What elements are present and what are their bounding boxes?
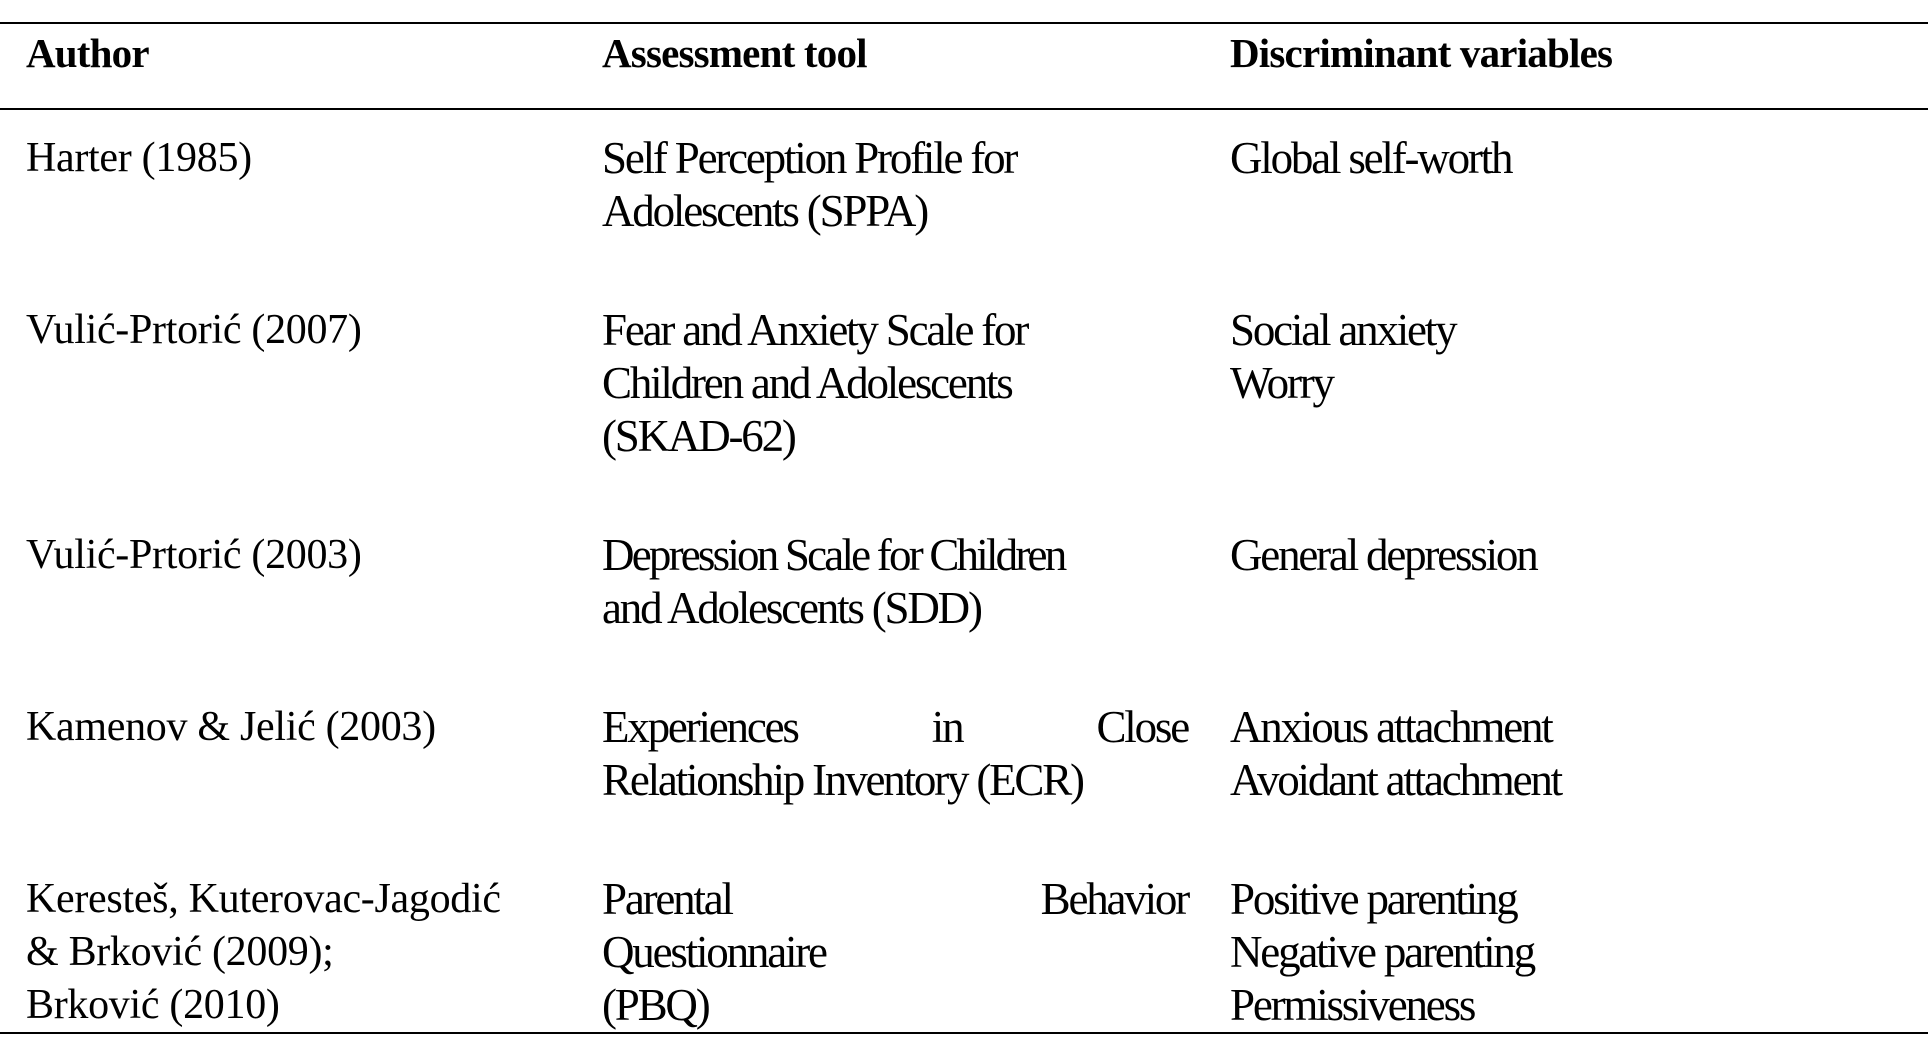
tool-line: Depression Scale for Children xyxy=(602,530,1065,580)
author-line: Brković (2010) xyxy=(26,982,280,1028)
cell-tool xyxy=(600,861,1230,1033)
cell-author xyxy=(0,689,600,861)
variable-line: Social anxiety xyxy=(1230,305,1456,355)
tool-word: Experiences xyxy=(602,702,798,752)
author-line: Keresteš, Kuterovac-Jagodić xyxy=(26,876,501,922)
author-line: Harter (1985) xyxy=(26,135,252,181)
cell-tool xyxy=(600,517,1230,689)
tool-word: Parental xyxy=(602,874,732,924)
cell-variables xyxy=(1230,517,1928,689)
tool-line: (SKAD-62) xyxy=(602,411,795,461)
table-row xyxy=(0,517,1928,689)
tool-line: Relationship Inventory (ECR) xyxy=(602,755,1083,805)
header-row xyxy=(0,23,1928,109)
variable-line: Anxious attachment xyxy=(1230,702,1552,752)
tool-word: Close xyxy=(1096,702,1188,752)
variable-line: Permissiveness xyxy=(1230,980,1475,1030)
header-assessment-tool: Assessment tool xyxy=(602,30,867,76)
tool-line: and Adolescents (SDD) xyxy=(602,583,981,633)
variable-line: Avoidant attachment xyxy=(1230,755,1561,805)
cell-author xyxy=(0,517,600,689)
variable-line: Positive parenting xyxy=(1230,874,1517,924)
cell-variables xyxy=(1230,861,1928,1033)
table-row xyxy=(0,689,1928,861)
tool-line: Children and Adolescents xyxy=(602,358,1012,408)
cell-tool xyxy=(600,292,1230,517)
tool-word: Behavior xyxy=(1040,874,1188,924)
tool-line: Questionnaire xyxy=(602,927,826,977)
cell-variables xyxy=(1230,292,1928,517)
tool-word: in xyxy=(931,702,963,752)
cell-author xyxy=(0,292,600,517)
cell-author xyxy=(0,861,600,1033)
variable-line: Worry xyxy=(1230,358,1333,408)
header-author: Author xyxy=(26,30,149,76)
author-line: & Brković (2009); xyxy=(26,929,334,975)
tool-line xyxy=(602,701,1188,754)
table-row xyxy=(0,292,1928,517)
author-line: Vulić-Prtorić (2003) xyxy=(26,532,362,578)
tool-line: Self Perception Profile for xyxy=(602,133,1017,183)
cell-variables xyxy=(1230,109,1928,292)
table-row xyxy=(0,109,1928,292)
cell-variables xyxy=(1230,689,1928,861)
variable-line: General depression xyxy=(1230,530,1537,580)
assessment-table xyxy=(0,22,1928,1034)
table-row xyxy=(0,861,1928,1033)
author-line: Vulić-Prtorić (2007) xyxy=(26,307,362,353)
cell-tool xyxy=(600,689,1230,861)
variable-line: Global self-worth xyxy=(1230,133,1512,183)
cell-tool xyxy=(600,109,1230,292)
tool-line xyxy=(602,873,1188,926)
variable-line: Negative parenting xyxy=(1230,927,1535,977)
header-discriminant-variables: Discriminant variables xyxy=(1230,30,1613,76)
tool-line: Adolescents (SPPA) xyxy=(602,186,928,236)
cell-author xyxy=(0,109,600,292)
tool-line: (PBQ) xyxy=(602,980,709,1030)
author-line: Kamenov & Jelić (2003) xyxy=(26,704,436,750)
tool-line: Fear and Anxiety Scale for xyxy=(602,305,1028,355)
table-container xyxy=(0,22,1928,1034)
